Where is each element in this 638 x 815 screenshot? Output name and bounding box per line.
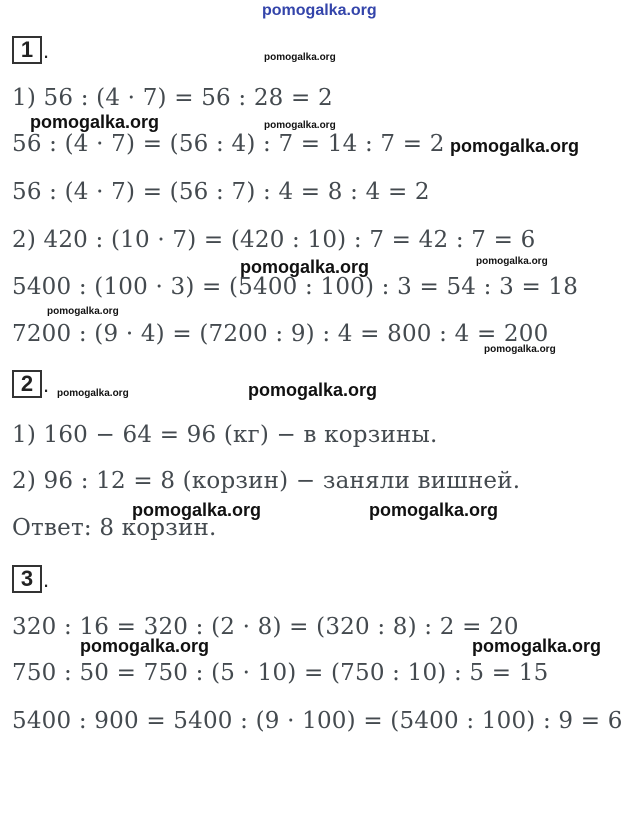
watermark: pomogalka.org	[484, 344, 556, 355]
watermark: pomogalka.org	[80, 636, 210, 656]
watermark: pomogalka.org	[369, 500, 499, 520]
equation-line: 5400 : 900 = 5400 : (9 · 100) = (5400 : 100) : 9 = 6	[12, 708, 623, 734]
watermark: pomogalka.org	[240, 257, 370, 277]
equation-line: 56 : (4 · 7) = (56 : 7) : 4 = 8 : 4 = 2	[12, 179, 430, 205]
solution-line: 2) 96 : 12 = 8 (корзин) − заняли вишней.	[12, 468, 521, 494]
watermark: pomogalka.org	[30, 112, 160, 132]
watermark: pomogalka.org	[248, 380, 378, 400]
task-number-dot: .	[43, 567, 50, 592]
task-number-dot: .	[43, 372, 50, 397]
watermark: pomogalka.org	[132, 500, 262, 520]
task-number-1: 1	[12, 36, 42, 64]
equation-line: 5400 : (100 · 3) = (5400 : 100) : 3 = 54 : 3 = 18	[12, 274, 579, 300]
watermark: pomogalka.org	[472, 636, 602, 656]
equation-line: 56 : (4 · 7) = (56 : 4) : 7 = 14 : 7 = 2	[12, 131, 445, 157]
solution-line: 1) 160 − 64 = 96 (кг) − в корзины.	[12, 422, 438, 448]
task-number-dot: .	[43, 38, 50, 63]
task-number-3: 3	[12, 565, 42, 593]
equation-line: 750 : 50 = 750 : (5 · 10) = (750 : 10) : 5 = 15	[12, 660, 549, 686]
equation-line: 1) 56 : (4 · 7) = 56 : 28 = 2	[12, 85, 333, 111]
equation-line: 320 : 16 = 320 : (2 · 8) = (320 : 8) : 2 = 20	[12, 614, 519, 640]
watermark: pomogalka.org	[450, 136, 580, 156]
equation-line: 7200 : (9 · 4) = (7200 : 9) : 4 = 800 : 4 = 200	[12, 321, 549, 347]
watermark: pomogalka.org	[47, 306, 119, 317]
watermark: pomogalka.org	[476, 256, 548, 267]
watermark: pomogalka.org	[57, 388, 129, 399]
answer-line: Ответ: 8 корзин.	[12, 515, 217, 541]
task-number-2: 2	[12, 370, 42, 398]
top-watermark: pomogalka.org	[262, 2, 377, 19]
equation-line: 2) 420 : (10 · 7) = (420 : 10) : 7 = 42 : 7 = 6	[12, 227, 536, 253]
watermark: pomogalka.org	[264, 52, 336, 63]
watermark: pomogalka.org	[264, 120, 336, 131]
